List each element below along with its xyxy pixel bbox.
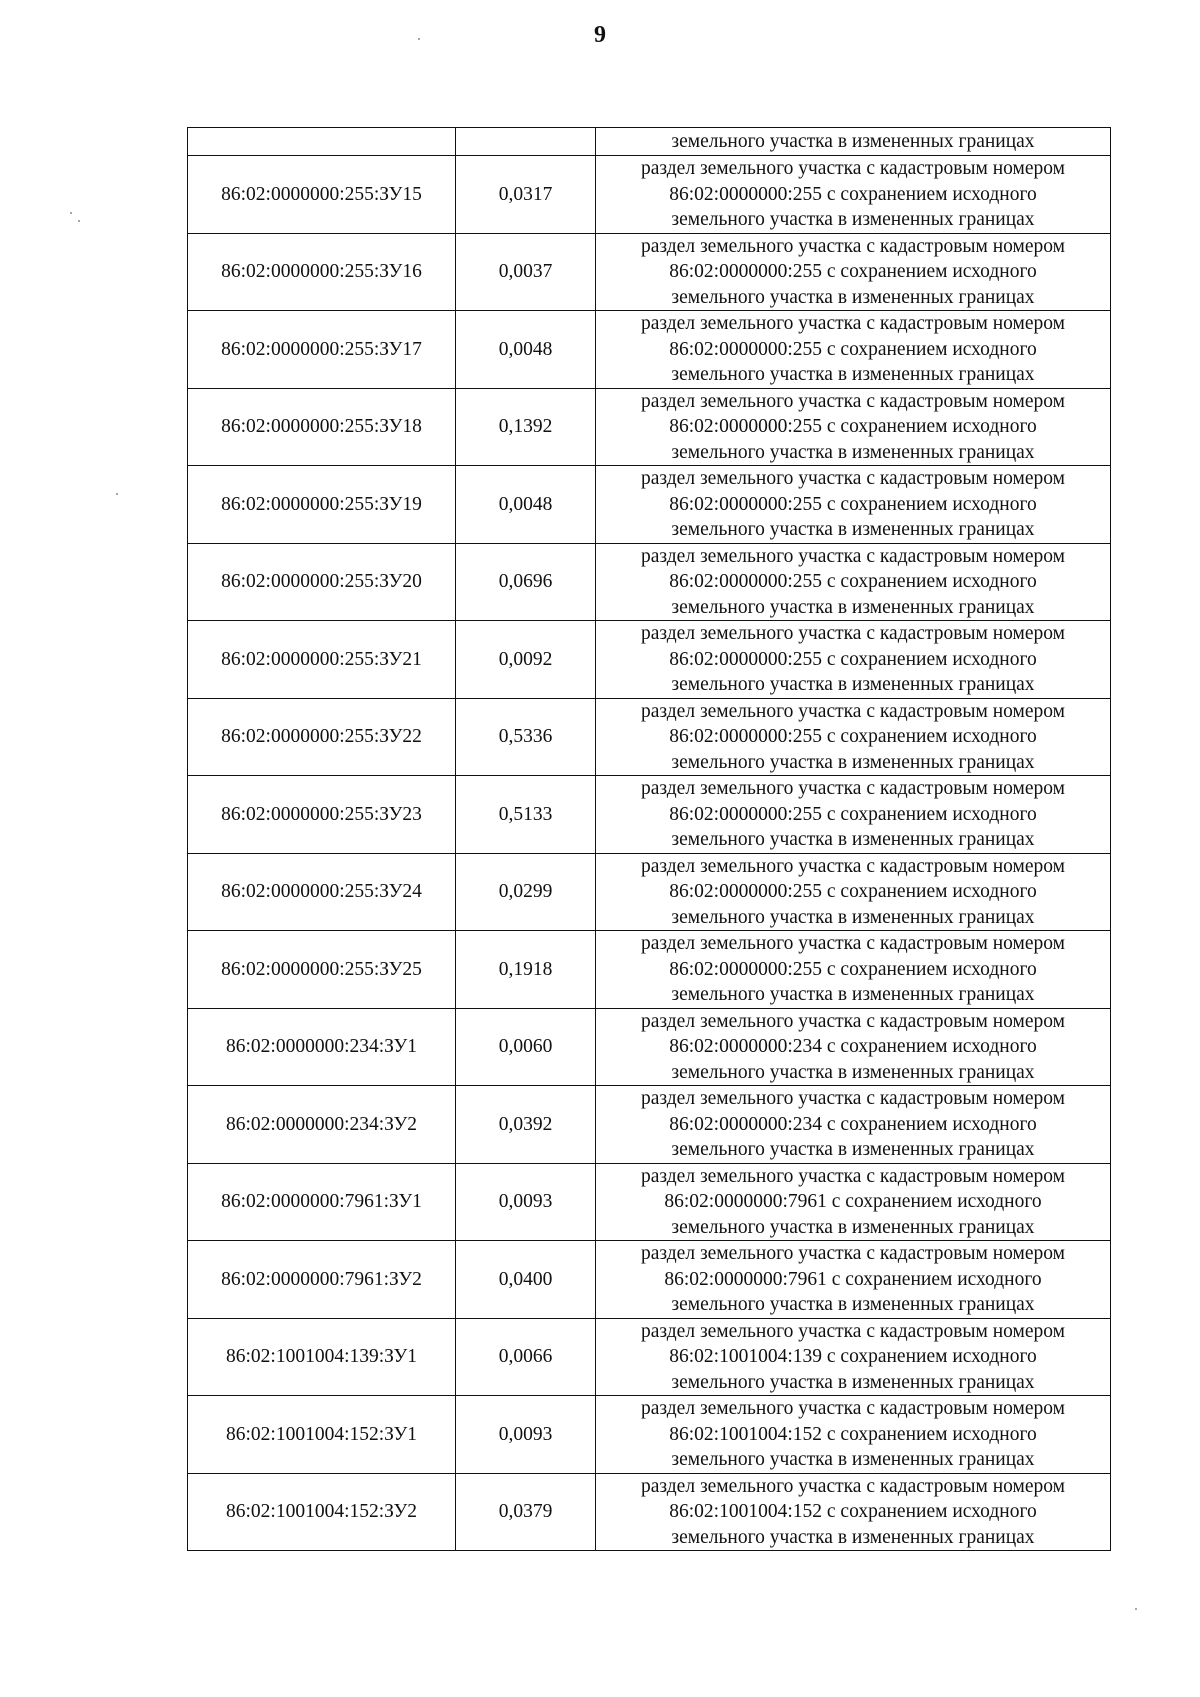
- cell-area: [456, 128, 596, 156]
- purpose-line: земельного участка в измененных границах: [671, 984, 1035, 1005]
- cell-designation: 86:02:0000000:255:ЗУ19: [188, 466, 456, 544]
- cell-designation: 86:02:1001004:152:ЗУ2: [188, 1473, 456, 1551]
- cell-purpose: [596, 1473, 1111, 1551]
- purpose-line: 86:02:0000000:234 с сохранением исходного: [669, 1113, 1037, 1135]
- cell-area: 0,0392: [456, 1086, 596, 1164]
- land-plots-table: [187, 127, 1111, 1551]
- cell-designation: 86:02:0000000:7961:ЗУ1: [188, 1163, 456, 1241]
- table-row: [188, 853, 1111, 931]
- table-row: [188, 931, 1111, 1009]
- table-row: [188, 1008, 1111, 1086]
- cell-area: 0,0400: [456, 1241, 596, 1319]
- cell-purpose: [596, 311, 1111, 389]
- purpose-line: 86:02:0000000:7961 с сохранением исходного: [664, 1268, 1042, 1290]
- cell-area: 0,0060: [456, 1008, 596, 1086]
- cell-purpose: [596, 776, 1111, 854]
- table-row: [188, 233, 1111, 311]
- cell-purpose: [596, 931, 1111, 1009]
- purpose-line: раздел земельного участка с кадастровым номером: [641, 390, 1065, 412]
- purpose-line: 86:02:0000000:234 с сохранением исходного: [669, 1036, 1037, 1057]
- purpose-line: 86:02:1001004:139 с сохранением исходного: [669, 1346, 1037, 1367]
- purpose-line: 86:02:0000000:255 с сохранением исходного: [669, 493, 1037, 515]
- cell-area: 0,0048: [456, 466, 596, 544]
- purpose-line: 86:02:0000000:255 с сохранением исходного: [669, 571, 1037, 592]
- purpose-line: земельного участка в измененных границах: [671, 1526, 1035, 1548]
- cell-area: 0,0379: [456, 1473, 596, 1551]
- purpose-line: раздел земельного участка с кадастровым номером: [641, 1010, 1065, 1032]
- purpose-line: земельного участка в измененных границах: [671, 286, 1035, 308]
- table-row: [188, 543, 1111, 621]
- table-row: [188, 776, 1111, 854]
- cell-purpose: [596, 1396, 1111, 1474]
- purpose-line: раздел земельного участка с кадастровым номером: [641, 778, 1065, 799]
- cell-area: 0,0037: [456, 233, 596, 311]
- purpose-line: раздел земельного участка с кадастровым номером: [641, 1475, 1065, 1497]
- purpose-line: земельного участка в измененных границах: [671, 906, 1035, 928]
- cell-designation: 86:02:1001004:139:ЗУ1: [188, 1318, 456, 1396]
- purpose-line: земельного участка в измененных границах: [671, 1371, 1035, 1393]
- cell-area: 0,0048: [456, 311, 596, 389]
- purpose-line: земельного участка в измененных границах: [671, 596, 1035, 618]
- table-row: [188, 621, 1111, 699]
- purpose-line: земельного участка в измененных границах: [671, 519, 1035, 540]
- cell-area: 0,0299: [456, 853, 596, 931]
- cell-purpose: [596, 388, 1111, 466]
- purpose-line: раздел земельного участка с кадастровым номером: [641, 1088, 1065, 1109]
- cell-designation: [188, 128, 456, 156]
- purpose-line: 86:02:0000000:7961 с сохранением исходного: [664, 1191, 1042, 1212]
- cell-area: 0,0317: [456, 156, 596, 234]
- purpose-line: раздел земельного участка с кадастровым номером: [641, 623, 1065, 644]
- purpose-line: 86:02:0000000:255 с сохранением исходного: [669, 958, 1037, 980]
- purpose-line: раздел земельного участка с кадастровым номером: [641, 1398, 1065, 1419]
- purpose-line: земельного участка в измененных границах: [671, 1449, 1035, 1470]
- purpose-line: 86:02:0000000:255 с сохранением исходного: [669, 416, 1037, 437]
- purpose-line: земельного участка в измененных границах: [671, 1216, 1035, 1238]
- purpose-line: раздел земельного участка с кадастровым номером: [641, 855, 1065, 877]
- cell-purpose: [596, 1086, 1111, 1164]
- purpose-line: 86:02:0000000:255 с сохранением исходного: [669, 648, 1037, 670]
- table-row: [188, 1241, 1111, 1319]
- purpose-line: 86:02:1001004:152 с сохранением исходного: [669, 1423, 1037, 1445]
- page-number: 9: [594, 22, 606, 48]
- cell-designation: 86:02:0000000:255:ЗУ17: [188, 311, 456, 389]
- cell-purpose: земельного участка в измененных границах: [596, 128, 1111, 156]
- cell-area: 0,0696: [456, 543, 596, 621]
- table-row: [188, 1163, 1111, 1241]
- scan-speck: [116, 493, 118, 495]
- purpose-line: земельного участка в измененных границах: [671, 1294, 1035, 1315]
- cell-area: 0,5336: [456, 698, 596, 776]
- scan-speck: [418, 38, 420, 40]
- cell-area: 0,0093: [456, 1396, 596, 1474]
- scan-speck: [78, 220, 80, 222]
- table-row: [188, 1086, 1111, 1164]
- cell-purpose: [596, 156, 1111, 234]
- cell-purpose: [596, 1163, 1111, 1241]
- purpose-line: земельного участка в измененных границах: [671, 1139, 1035, 1160]
- cell-designation: 86:02:0000000:255:ЗУ24: [188, 853, 456, 931]
- cell-designation: 86:02:0000000:255:ЗУ21: [188, 621, 456, 699]
- table-row: [188, 466, 1111, 544]
- purpose-line: 86:02:0000000:255 с сохранением исходного: [669, 338, 1037, 360]
- cell-designation: 86:02:0000000:255:ЗУ15: [188, 156, 456, 234]
- cell-designation: 86:02:0000000:255:ЗУ23: [188, 776, 456, 854]
- cell-designation: 86:02:0000000:255:ЗУ20: [188, 543, 456, 621]
- table-row: [188, 698, 1111, 776]
- cell-purpose: [596, 233, 1111, 311]
- cell-purpose: [596, 853, 1111, 931]
- cell-designation: 86:02:1001004:152:ЗУ1: [188, 1396, 456, 1474]
- cell-designation: 86:02:0000000:234:ЗУ1: [188, 1008, 456, 1086]
- purpose-line: земельного участка в измененных границах: [671, 674, 1035, 695]
- purpose-line: земельного участка в измененных границах: [671, 364, 1035, 385]
- purpose-line: раздел земельного участка с кадастровым номером: [641, 933, 1065, 954]
- purpose-line: 86:02:0000000:255 с сохранением исходного: [669, 183, 1037, 205]
- scan-speck: [70, 212, 72, 214]
- purpose-line: раздел земельного участка с кадастровым номером: [641, 158, 1065, 179]
- table-row: [188, 156, 1111, 234]
- table-row: [188, 1473, 1111, 1551]
- cell-designation: 86:02:0000000:7961:ЗУ2: [188, 1241, 456, 1319]
- cell-purpose: [596, 543, 1111, 621]
- cell-designation: 86:02:0000000:234:ЗУ2: [188, 1086, 456, 1164]
- table-row: [188, 311, 1111, 389]
- purpose-line: раздел земельного участка с кадастровым номером: [641, 235, 1065, 257]
- table-row: [188, 1318, 1111, 1396]
- cell-area: 0,5133: [456, 776, 596, 854]
- cell-purpose: [596, 698, 1111, 776]
- purpose-line: 86:02:0000000:255 с сохранением исходного: [669, 803, 1037, 825]
- cell-designation: 86:02:0000000:255:ЗУ22: [188, 698, 456, 776]
- cell-purpose: [596, 466, 1111, 544]
- purpose-line: раздел земельного участка с кадастровым номером: [641, 545, 1065, 567]
- table-row: [188, 388, 1111, 466]
- purpose-line: раздел земельного участка с кадастровым номером: [641, 313, 1065, 334]
- purpose-line: раздел земельного участка с кадастровым номером: [641, 1320, 1065, 1342]
- purpose-line: земельного участка в измененных границах: [671, 1061, 1035, 1083]
- cell-purpose: [596, 1008, 1111, 1086]
- purpose-line: раздел земельного участка с кадастровым номером: [641, 700, 1065, 722]
- purpose-line: земельного участка в измененных границах: [671, 441, 1035, 463]
- table-row-continued: [188, 128, 1111, 156]
- purpose-line: 86:02:1001004:152 с сохранением исходного: [669, 1501, 1037, 1522]
- cell-area: 0,0066: [456, 1318, 596, 1396]
- purpose-line: раздел земельного участка с кадастровым номером: [641, 1165, 1065, 1187]
- purpose-line: 86:02:0000000:255 с сохранением исходного: [669, 881, 1037, 902]
- purpose-line: раздел земельного участка с кадастровым номером: [641, 468, 1065, 489]
- table-row: [188, 1396, 1111, 1474]
- cell-area: 0,0093: [456, 1163, 596, 1241]
- cell-area: 0,0092: [456, 621, 596, 699]
- cell-area: 0,1392: [456, 388, 596, 466]
- purpose-line: земельного участка в измененных границах: [671, 751, 1035, 773]
- cell-area: 0,1918: [456, 931, 596, 1009]
- purpose-line: 86:02:0000000:255 с сохранением исходного: [669, 261, 1037, 282]
- purpose-line: 86:02:0000000:255 с сохранением исходного: [669, 726, 1037, 747]
- cell-purpose: [596, 621, 1111, 699]
- purpose-line: земельного участка в измененных границах: [671, 209, 1035, 230]
- cell-designation: 86:02:0000000:255:ЗУ16: [188, 233, 456, 311]
- cell-designation: 86:02:0000000:255:ЗУ25: [188, 931, 456, 1009]
- scan-speck: [1135, 1608, 1137, 1610]
- cell-designation: 86:02:0000000:255:ЗУ18: [188, 388, 456, 466]
- cell-purpose: [596, 1318, 1111, 1396]
- cell-purpose: [596, 1241, 1111, 1319]
- purpose-line: земельного участка в измененных границах: [671, 829, 1035, 850]
- purpose-line: раздел земельного участка с кадастровым номером: [641, 1243, 1065, 1264]
